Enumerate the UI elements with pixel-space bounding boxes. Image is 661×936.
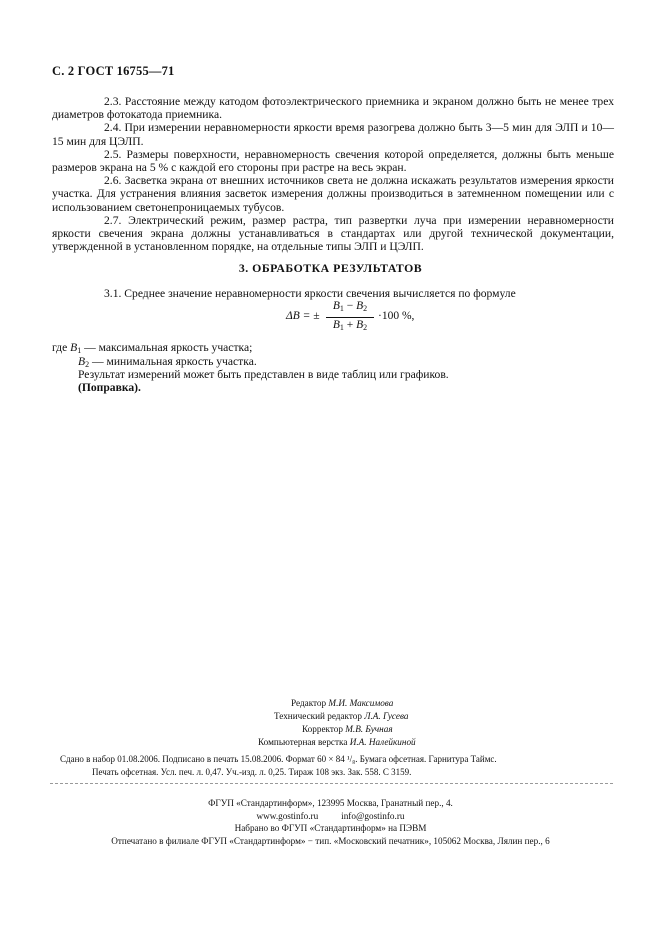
amendment-note: (Поправка). (78, 381, 141, 394)
variable-b2-definition: $B_2$ — минимальная яркость участка. (78, 355, 257, 369)
footer-line-2: www.gostinfo.ru info@gostinfo.ru (256, 810, 405, 821)
credit-tech-editor: Технический редактор Л.А. Гусева (274, 711, 409, 721)
formula-denominator: $B_1 + B_2$ (332, 319, 368, 332)
divider (50, 783, 613, 784)
fraction-bar (326, 317, 374, 318)
footer-line-4: Отпечатано в филиале ФГУП «Стандартинформ» − тип. «Московский печатник», 105062 Москва, Лялин пер., 6 (111, 835, 550, 846)
paragraph-2-3: 2.3. Расстояние между катодом фотоэлектрического приемника и экраном должно быть не менее трех диаметров фотокатода приемника. (52, 95, 614, 122)
footer-line-1: ФГУП «Стандартинформ», 123995 Москва, Гранатный пер., 4. (208, 798, 453, 808)
paragraph-2-4: 2.4. При измерении неравномерности яркости время разогрева должно быть 3—5 мин для ЭЛП и 10—15 мин для ЦЭЛП. (52, 121, 614, 148)
formula-lhs: ΔB = ± (286, 310, 320, 322)
paragraph-3-1: 3.1. Среднее значение неравномерности яркости свечения вычисляется по формуле (104, 287, 516, 300)
imprint-line-1: Сдано в набор 01.08.2006. Подписано в печать 15.08.2006. Формат 60 × 84 ¹/₈. Бумага офсетная. Гарнитура Таймс. (60, 754, 497, 764)
publisher-footer (0, 797, 661, 847)
credit-layout: Компьютерная верстка И.А. Налейкиной (258, 737, 416, 747)
paragraph-2-6: 2.6. Засветка экрана от внешних источников света не должна искажать результатов измерения яркости участка. Для устранения влияния засветок измерения должны производиться в затемненном помещении или с использованием светонепроницаемых тубусов. (52, 174, 614, 214)
result-note: Результат измерений может быть представлен в виде таблиц или графиков. (78, 368, 449, 381)
formula-rhs: ·100 %, (378, 310, 415, 322)
formula-numerator: $B_1 - B_2$ (332, 300, 368, 313)
section-2-text (52, 95, 614, 253)
footer-line-3: Набрано во ФГУП «Стандартинформ» на ПЭВМ (234, 823, 427, 833)
paragraph-2-5: 2.5. Размеры поверхности, неравномерность свечения которой определяется, должны быть меньше размеров экрана на 5 % с каждой его стороны при растре на весь экран. (52, 147, 614, 175)
imprint-line-2: Печать офсетная. Усл. печ. л. 0,47. Уч.-изд. л. 0,25. Тираж 108 экз. Зак. 558. С 3159. (92, 767, 412, 777)
paragraph-2-7: 2.7. Электрический режим, размер растра, тип развертки луча при измерении неравномерности яркости свечения экрана должны устанавливаться в стандартах или другой технической документации, утвержденной в установленном порядке, на отдельные типы ЭЛП и ЦЭЛП. (52, 213, 614, 254)
credit-editor: Редактор М.И. Максимова (291, 698, 394, 708)
section-3-title: 3. ОБРАБОТКА РЕЗУЛЬТАТОВ (238, 261, 423, 275)
credit-corrector: Корректор М.В. Бучная (302, 724, 393, 734)
variable-b1-definition: где $B_1$ — максимальная яркость участка; (52, 341, 253, 355)
page-header: С. 2 ГОСТ 16755—71 (52, 64, 175, 78)
